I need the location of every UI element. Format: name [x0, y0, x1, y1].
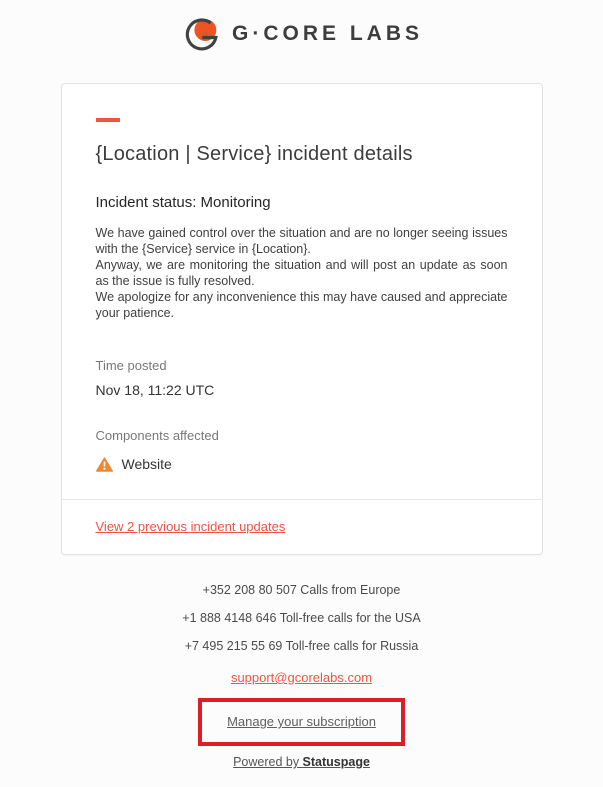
incident-description-line: We apologize for any inconvenience this may have caused and appreciate your patience. [95, 290, 508, 320]
support-email-link[interactable]: support@gcorelabs.com [230, 670, 373, 685]
incident-card-main [62, 84, 542, 499]
brand-name: G·CORE LABS [232, 22, 423, 45]
powered-by-row [0, 753, 603, 771]
component-row [96, 456, 508, 472]
page-header [0, 0, 603, 55]
accent-dash [96, 118, 120, 122]
page-footer [0, 583, 603, 787]
view-previous-updates-link[interactable]: View 2 previous incident updates [95, 519, 286, 534]
gcore-logo-icon [180, 13, 222, 55]
incident-description-line: Anyway, we are monitoring the situation and will post an update as soon as the issue is fully resolved. [95, 258, 508, 288]
phone-europe: +352 208 80 507 Calls from Europe [202, 583, 401, 597]
brand-logo [180, 13, 423, 55]
manage-subscription-link[interactable]: Manage your subscription [227, 714, 376, 729]
incident-title: {Location | Service} incident details [95, 143, 413, 165]
powered-by-text: Powered by [233, 755, 303, 769]
annotation-highlight-box [198, 698, 405, 746]
incident-description [96, 225, 508, 321]
phone-russia: +7 495 215 55 69 Toll-free calls for Russia [184, 639, 419, 653]
statuspage-brand-text: Statuspage [302, 755, 370, 769]
incident-status: Incident status: Monitoring [95, 194, 271, 211]
previous-updates-row [62, 499, 542, 554]
incident-card [61, 83, 543, 555]
incident-description-line: We have gained control over the situation and are no longer seeing issues with the {Service} service in {Location}. [95, 226, 508, 256]
components-affected-label: Components affected [95, 428, 219, 443]
time-posted-label: Time posted [95, 358, 167, 373]
support-email-row [0, 669, 603, 687]
time-posted-value: Nov 18, 11:22 UTC [95, 382, 215, 398]
manage-subscription-row [0, 687, 603, 746]
warning-triangle-icon [96, 457, 113, 472]
phone-usa: +1 888 4148 646 Toll-free calls for the USA [182, 611, 421, 625]
component-name: Website [121, 456, 172, 472]
powered-by-statuspage-link[interactable] [233, 755, 370, 769]
